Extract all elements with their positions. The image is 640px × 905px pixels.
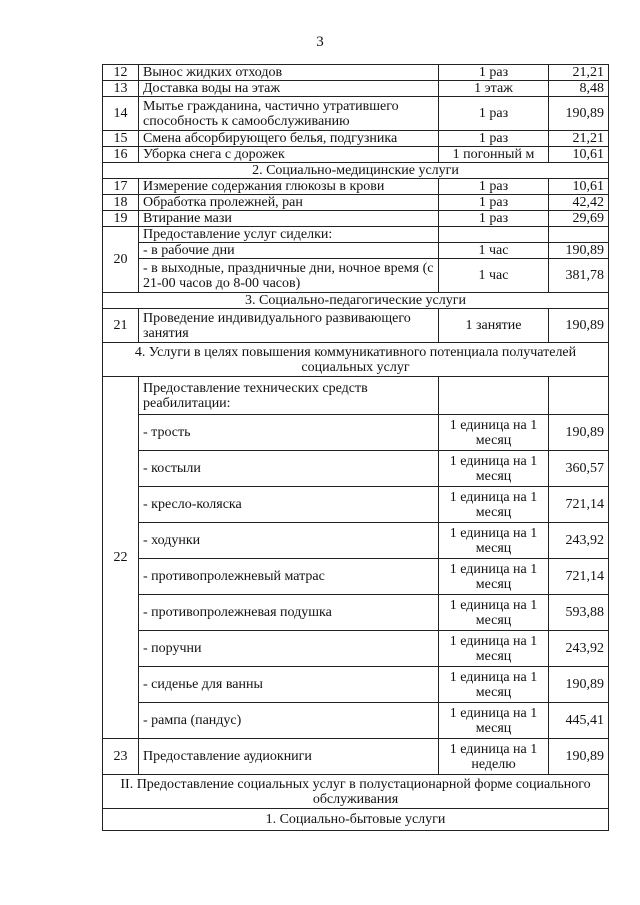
service-name: Уборка снега с дорожек (139, 147, 439, 163)
service-name: Измерение содержания глюкозы в крови (139, 179, 439, 195)
service-name: Смена абсорбирующего белья, подгузника (139, 131, 439, 147)
service-price: 381,78 (549, 259, 609, 293)
service-name: - поручни (139, 631, 439, 667)
service-price: 8,48 (549, 81, 609, 97)
service-unit: 1 единица на 1 месяц (439, 451, 549, 487)
row-number: 14 (103, 97, 139, 131)
service-price: 190,89 (549, 667, 609, 703)
row-number: 20 (103, 227, 139, 293)
table-row (103, 227, 609, 243)
service-price: 29,69 (549, 211, 609, 227)
table-row (103, 739, 609, 775)
service-unit: 1 час (439, 259, 549, 293)
service-group-title: Предоставление технических средств реабилитации: (139, 377, 439, 415)
table-row (103, 559, 609, 595)
table-row (103, 195, 609, 211)
section-title: 1. Социально-бытовые услуги (103, 809, 609, 831)
row-number: 16 (103, 147, 139, 163)
service-unit: 1 единица на 1 месяц (439, 487, 549, 523)
service-name: - костыли (139, 451, 439, 487)
row-number: 13 (103, 81, 139, 97)
service-name: - трость (139, 415, 439, 451)
table-row (103, 415, 609, 451)
service-name: - ходунки (139, 523, 439, 559)
service-unit: 1 единица на 1 месяц (439, 523, 549, 559)
table-row (103, 211, 609, 227)
service-name: Обработка пролежней, ран (139, 195, 439, 211)
service-price: 593,88 (549, 595, 609, 631)
service-price: 243,92 (549, 631, 609, 667)
section-header-row (103, 163, 609, 179)
service-unit: 1 единица на 1 месяц (439, 631, 549, 667)
empty-cell (439, 377, 549, 415)
service-name: - в выходные, праздничные дни, ночное время (с 21-00 часов до 8-00 часов) (139, 259, 439, 293)
table-row (103, 81, 609, 97)
page-number: 3 (316, 34, 324, 50)
service-unit: 1 этаж (439, 81, 549, 97)
service-name: Доставка воды на этаж (139, 81, 439, 97)
service-price: 190,89 (549, 97, 609, 131)
row-number: 22 (103, 377, 139, 739)
service-unit: 1 раз (439, 65, 549, 81)
section-title: 4. Услуги в целях повышения коммуникативного потенциала получателей социальных услуг (103, 343, 609, 377)
table-row (103, 147, 609, 163)
service-unit: 1 час (439, 243, 549, 259)
table-row (103, 631, 609, 667)
table-row (103, 377, 609, 415)
service-unit: 1 единица на 1 месяц (439, 667, 549, 703)
service-price: 190,89 (549, 739, 609, 775)
service-unit: 1 единица на 1 месяц (439, 595, 549, 631)
table-row (103, 523, 609, 559)
service-name: Мытье гражданина, частично утратившего способность к самообслуживанию (139, 97, 439, 131)
service-unit: 1 единица на 1 неделю (439, 739, 549, 775)
table-row (103, 179, 609, 195)
row-number: 17 (103, 179, 139, 195)
row-number: 19 (103, 211, 139, 227)
row-number: 12 (103, 65, 139, 81)
service-name: Втирание мази (139, 211, 439, 227)
table-row (103, 65, 609, 81)
table-row (103, 595, 609, 631)
empty-cell (439, 227, 549, 243)
service-price: 21,21 (549, 131, 609, 147)
service-price: 10,61 (549, 179, 609, 195)
section-title: 2. Социально-медицинские услуги (103, 163, 609, 179)
service-unit: 1 раз (439, 179, 549, 195)
service-name: - рампа (пандус) (139, 703, 439, 739)
row-number: 18 (103, 195, 139, 211)
service-group-title: Предоставление услуг сиделки: (139, 227, 439, 243)
service-unit: 1 раз (439, 211, 549, 227)
section-header-row (103, 775, 609, 809)
row-number: 15 (103, 131, 139, 147)
table-row (103, 259, 609, 293)
table-row (103, 131, 609, 147)
service-unit: 1 раз (439, 131, 549, 147)
service-unit: 1 занятие (439, 309, 549, 343)
part-title: II. Предоставление социальных услуг в полустационарной форме социального обслуживания (103, 775, 609, 809)
service-name: - кресло-коляска (139, 487, 439, 523)
service-unit: 1 погонный м (439, 147, 549, 163)
table-row (103, 487, 609, 523)
table-row (103, 97, 609, 131)
service-price: 243,92 (549, 523, 609, 559)
service-price: 190,89 (549, 309, 609, 343)
service-price: 42,42 (549, 195, 609, 211)
service-price: 445,41 (549, 703, 609, 739)
empty-cell (549, 227, 609, 243)
service-price: 21,21 (549, 65, 609, 81)
service-price: 721,14 (549, 559, 609, 595)
section-header-row (103, 343, 609, 377)
table-row (103, 451, 609, 487)
service-name: - сиденье для ванны (139, 667, 439, 703)
service-unit: 1 раз (439, 195, 549, 211)
empty-cell (549, 377, 609, 415)
service-name: Проведение индивидуального развивающего занятия (139, 309, 439, 343)
service-unit: 1 раз (439, 97, 549, 131)
table-row (103, 309, 609, 343)
service-unit: 1 единица на 1 месяц (439, 703, 549, 739)
row-number: 21 (103, 309, 139, 343)
service-price: 190,89 (549, 243, 609, 259)
section-title: 3. Социально-педагогические услуги (103, 293, 609, 309)
service-name: Вынос жидких отходов (139, 65, 439, 81)
service-name: Предоставление аудиокниги (139, 739, 439, 775)
service-price: 10,61 (549, 147, 609, 163)
table-row (103, 243, 609, 259)
services-price-table (102, 64, 609, 831)
service-unit: 1 единица на 1 месяц (439, 415, 549, 451)
service-name: - в рабочие дни (139, 243, 439, 259)
table-row (103, 703, 609, 739)
row-number: 23 (103, 739, 139, 775)
service-name: - противопролежневый матрас (139, 559, 439, 595)
service-price: 721,14 (549, 487, 609, 523)
table-row (103, 667, 609, 703)
service-name: - противопролежневая подушка (139, 595, 439, 631)
service-unit: 1 единица на 1 месяц (439, 559, 549, 595)
service-price: 190,89 (549, 415, 609, 451)
section-header-row (103, 293, 609, 309)
section-header-row (103, 809, 609, 831)
service-price: 360,57 (549, 451, 609, 487)
